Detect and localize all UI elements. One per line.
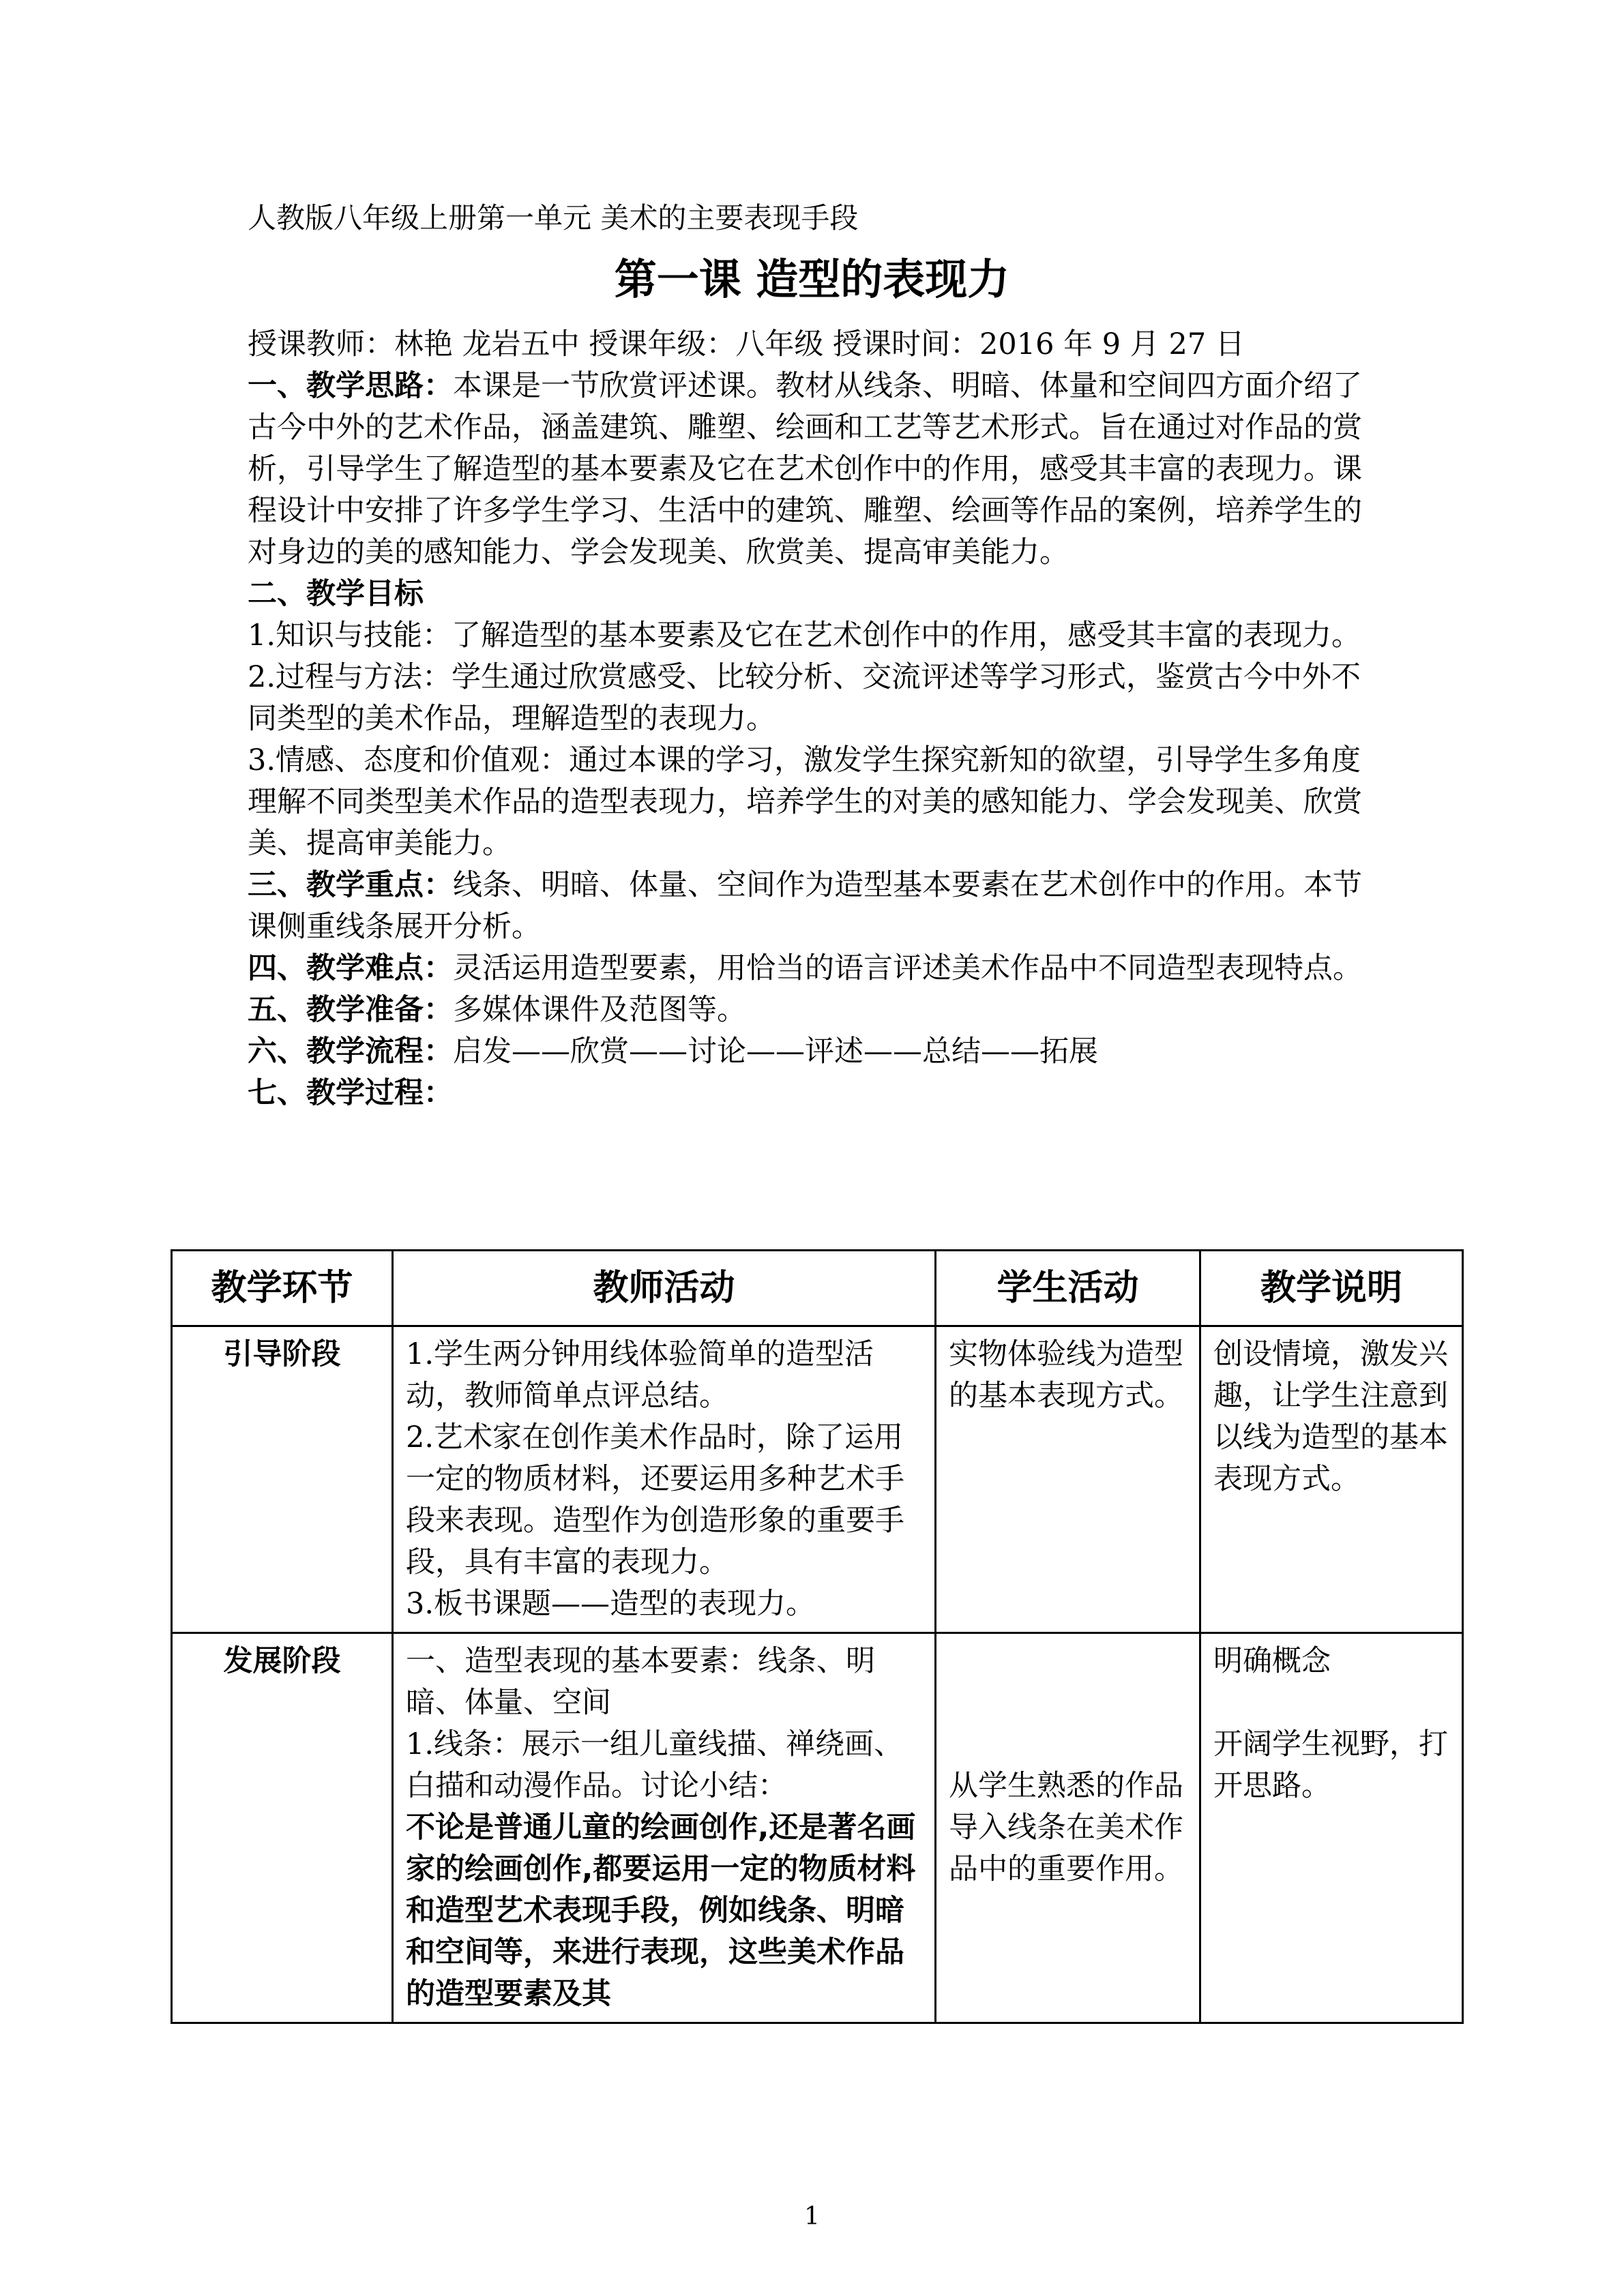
teacher-summary-bold: 不论是普通儿童的绘画创作,还是著名画家的绘画创作,都要运用一定的物质材料和造型艺术表现手段，例如线条、明暗和空间等，来进行表现，这些美术作品的造型要素及其 xyxy=(406,1810,916,2011)
lesson-body xyxy=(248,324,1366,1114)
column-header: 教师活动 xyxy=(393,1251,936,1326)
note-text: 开阔学生视野，打开思路。 xyxy=(1213,1727,1448,1803)
section-difficulties xyxy=(248,948,1366,989)
section-text: 本课是一节欣赏评述课。教材从线条、明暗、体量和空间四方面介绍了古今中外的艺术作品，涵盖建筑、雕塑、绘画和工艺等艺术形式。旨在通过对作品的赏析，引导学生了解造型的基本要素及它在艺术创作中的作用，感受其丰富的表现力。课程设计中安排了许多学生学习、生活中的建筑、雕塑、绘画等作品的案例，培养学生的对身边的美的感知能力、学会发现美、欣赏美、提高审美能力。 xyxy=(248,369,1362,569)
column-header: 教学环节 xyxy=(172,1251,393,1326)
objective-item: 1.知识与技能：了解造型的基本要素及它在艺术创作中的作用，感受其丰富的表现力。 xyxy=(248,618,1361,653)
column-header: 教学说明 xyxy=(1200,1251,1463,1326)
section-text: 启发——欣赏——讨论——评述——总结——拓展 xyxy=(453,1034,1098,1069)
unit-line: 人教版八年级上册第一单元 美术的主要表现手段 xyxy=(248,201,859,235)
teacher-activity-cell xyxy=(393,1326,936,1633)
lesson-meta: 授课教师：林艳 龙岩五中 授课年级：八年级 授课时间：2016 年 9 月 27 日 xyxy=(248,327,1245,361)
section-teaching-idea xyxy=(248,366,1366,573)
objective-item: 2.过程与方法：学生通过欣赏感受、比较分析、交流评述等学习形式，鉴赏古今中外不同类型的美术作品，理解造型的表现力。 xyxy=(248,660,1361,736)
section-text: 多媒体课件及范图等。 xyxy=(453,993,746,1027)
section-text: 线条、明暗、体量、空间作为造型基本要素在艺术创作中的作用。本节课侧重线条展开分析。 xyxy=(248,868,1362,944)
section-heading: 四、教学难点： xyxy=(248,951,453,985)
stage-cell: 发展阶段 xyxy=(172,1633,393,2023)
teacher-step: 1.线条：展示一组儿童线描、禅绕画、白描和动漫作品。讨论小结： xyxy=(406,1727,904,1803)
student-activity-cell xyxy=(936,1633,1200,2023)
teacher-activity-cell xyxy=(393,1633,936,2023)
teaching-process-table xyxy=(171,1249,1464,2024)
section-preparation xyxy=(248,989,1366,1031)
note-text: 明确概念 xyxy=(1213,1644,1331,1678)
teacher-step: 3.板书课题——造型的表现力。 xyxy=(406,1587,816,1621)
section-text: 灵活运用造型要素，用恰当的语言评述美术作品中不同造型表现特点。 xyxy=(453,951,1362,985)
table-row xyxy=(172,1633,1463,2023)
section-heading: 三、教学重点： xyxy=(248,868,453,902)
teacher-step: 2.艺术家在创作美术作品时，除了运用一定的物质材料，还要运用多种艺术手段来表现。造型作为创造形象的重要手段，具有丰富的表现力。 xyxy=(406,1420,904,1579)
objective-item: 3.情感、态度和价值观：通过本课的学习，激发学生探究新知的欲望，引导学生多角度理解不同类型美术作品的造型表现力，培养学生的对美的感知能力、学会发现美、欣赏美、提高审美能力。 xyxy=(248,743,1362,861)
teacher-step: 1.学生两分钟用线体验简单的造型活动，教师简单点评总结。 xyxy=(406,1337,874,1413)
section-key-points xyxy=(248,865,1366,948)
lesson-title: 第一课 造型的表现力 xyxy=(614,254,1010,304)
teacher-step: 一、造型表现的基本要素：线条、明暗、体量、空间 xyxy=(406,1644,875,1720)
teaching-note-cell: 创设情境，激发兴趣，让学生注意到以线为造型的基本表现方式。 xyxy=(1200,1326,1463,1633)
section-flow xyxy=(248,1031,1366,1073)
section-heading: 六、教学流程： xyxy=(248,1034,453,1069)
teaching-note-cell xyxy=(1200,1633,1463,2023)
section-process-heading: 七、教学过程： xyxy=(248,1076,453,1110)
student-activity-text: 从学生熟悉的作品导入线条在美术作品中的重要作用。 xyxy=(949,1769,1183,1886)
student-activity-cell: 实物体验线为造型的基本表现方式。 xyxy=(936,1326,1200,1633)
stage-cell: 引导阶段 xyxy=(172,1326,393,1633)
section-objectives-heading: 二、教学目标 xyxy=(248,577,424,611)
column-header: 学生活动 xyxy=(936,1251,1200,1326)
table-header-row xyxy=(172,1251,1463,1326)
page-number: 1 xyxy=(804,2203,820,2231)
section-heading: 一、教学思路： xyxy=(248,369,453,403)
section-heading: 五、教学准备： xyxy=(248,993,453,1027)
table-row xyxy=(172,1326,1463,1633)
